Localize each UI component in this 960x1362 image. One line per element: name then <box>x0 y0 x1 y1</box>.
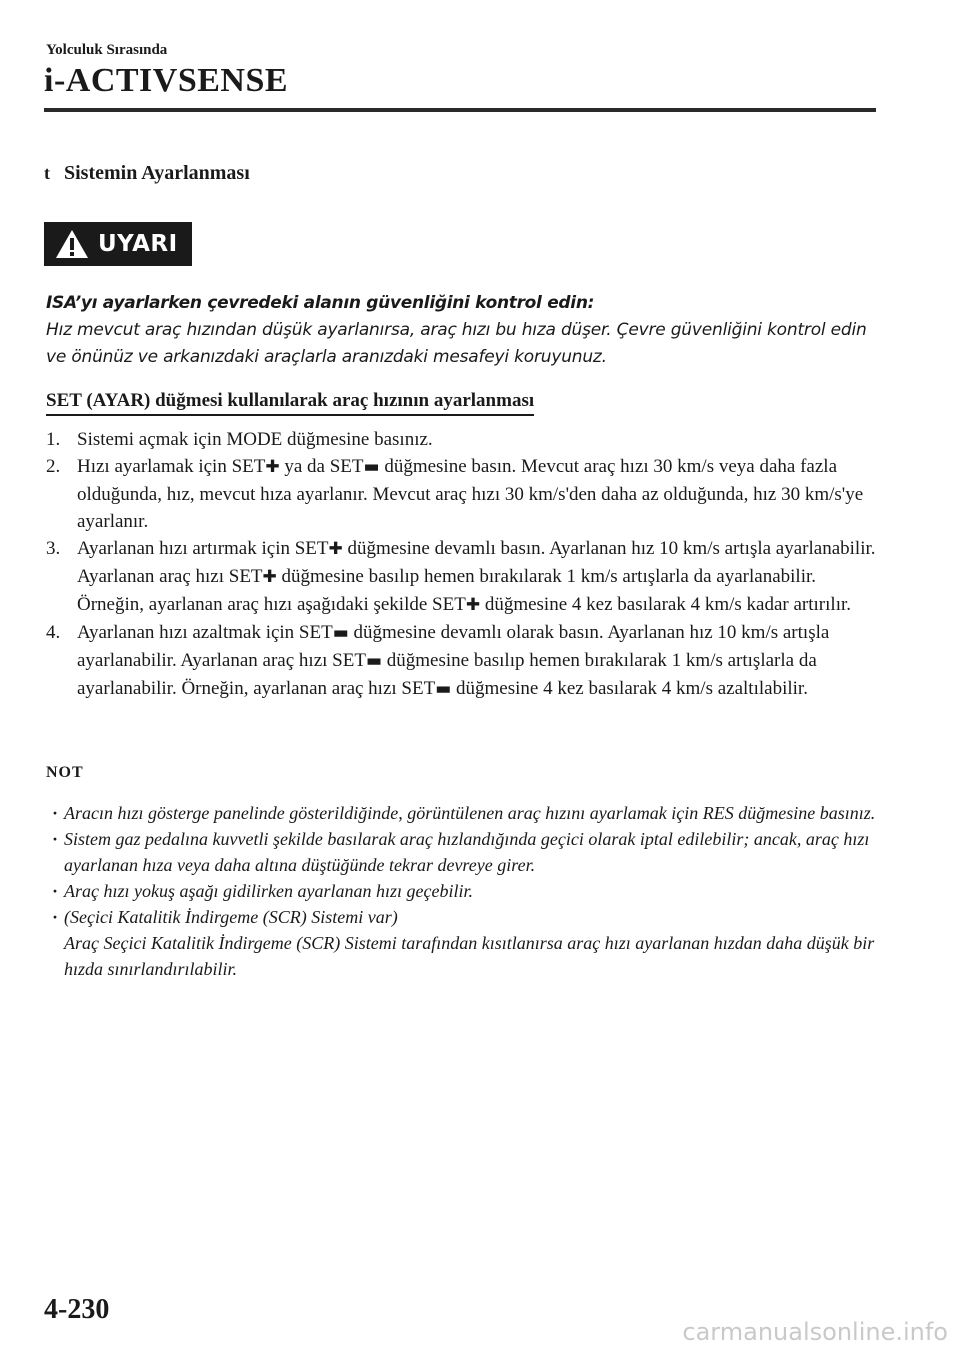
step-number: 4. <box>46 622 61 643</box>
step-number: 2. <box>46 456 61 477</box>
procedure-heading: SET (AYAR) düğmesi kullanılarak araç hızının ayarlanması <box>46 390 534 416</box>
subsection-title: Sistemin Ayarlanması <box>64 162 250 184</box>
warning-body: Hız mevcut araç hızından düşük ayarlanırsa, araç hızı bu hıza düşer. Çevre güvenliğini kontrol edin ve önünüz ve arkanızdaki araçlarla aranızdaki mesafeyi koruyunuz. <box>46 320 867 367</box>
set-minus-icon: ▬ <box>363 457 380 477</box>
page-number: 4-230 <box>44 1294 110 1325</box>
note-item <box>46 800 886 826</box>
note-list <box>46 800 886 982</box>
note-bullet: · <box>52 829 59 849</box>
warning-label: UYARI <box>98 231 178 257</box>
step-text: düğmesine basın. Mevcut araç hızı 30 km/s veya daha fazla olduğunda, hız, mevcut hıza ayarlanır. Mevcut araç hızı 30 km/s'den daha az olduğunda, hız 30 km/s'ye ayarlanır. <box>77 456 864 532</box>
step-text: Ayarlanan hızı artırmak için SET <box>77 538 329 559</box>
warning-triangle-icon <box>54 228 90 260</box>
step-number: 3. <box>46 538 61 559</box>
set-minus-icon: ▬ <box>332 623 349 643</box>
note-text: Araç hızı yokuş aşağı gidilirken ayarlanan hızı geçebilir. <box>64 881 473 901</box>
subsection-heading <box>44 162 250 185</box>
set-plus-icon: ✚ <box>465 595 481 615</box>
step-text: düğmesine basılıp hemen bırakılarak 1 km/s artışlarla da ayarlanabilir. Örneğin, ayarlanan araç hızı SET <box>77 650 817 699</box>
step-text: düğmesine 4 kez basılarak 4 km/s kadar artırılır. <box>480 594 851 615</box>
note-bullet: · <box>52 803 59 823</box>
step-text: Ayarlanan hızı azaltmak için SET <box>77 622 333 643</box>
set-plus-icon: ✚ <box>328 539 343 559</box>
subsection-bullet: t <box>44 163 50 183</box>
note-bullet: · <box>52 881 59 901</box>
set-minus-icon: ▬ <box>365 651 382 671</box>
warning-text <box>46 290 886 371</box>
note-item <box>46 878 886 904</box>
note-text: Sistem gaz pedalına kuvvetli şekilde basılarak araç hızlandığında geçici olarak iptal edilebilir; ancak, araç hızı ayarlanan hıza veya daha altına düştüğünde tekrar devreye girer. <box>64 829 870 875</box>
warning-lead: ISA’yı ayarlarken çevredeki alanın güvenliğini kontrol edin: <box>46 293 595 313</box>
header-divider <box>44 108 876 112</box>
note-bullet: · <box>52 907 59 927</box>
watermark-text: carmanualsonline.info <box>682 1318 948 1346</box>
section-title: i-ACTIVSENSE <box>44 62 289 99</box>
note-text: Aracın hızı gösterge panelinde gösterildiğinde, görüntülenen araç hızını ayarlamak için RES düğmesine basınız. <box>64 803 876 823</box>
note-item <box>46 826 886 878</box>
step-number: 1. <box>46 429 61 450</box>
step-text: Hızı ayarlamak için SET <box>77 456 266 477</box>
set-minus-icon: ▬ <box>435 679 452 699</box>
breadcrumb: Yolculuk Sırasında <box>46 42 168 58</box>
set-plus-icon: ✚ <box>265 457 280 477</box>
note-text: (Seçici Katalitik İndirgeme (SCR) Sistemi var) Araç Seçici Katalitik İndirgeme (SCR) Sistemi tarafından kısıtlanırsa araç hızı ayarlanan hızdan daha düşük bir hızda sınırlandırılabilir. <box>64 907 875 979</box>
step-4 <box>46 619 886 703</box>
step-text: düğmesine basılıp hemen bırakılarak 1 km/s artışlarla da ayarlanabilir. Örneğin, ayarlanan araç hızı aşağıdaki şekilde SET <box>77 566 816 615</box>
step-2 <box>46 453 886 535</box>
step-text: Sistemi açmak için MODE düğmesine basınız. <box>77 429 433 450</box>
step-text: düğmesine 4 kez basılarak 4 km/s azaltılabilir. <box>451 678 808 699</box>
note-heading: NOT <box>46 764 84 781</box>
procedure-steps <box>46 426 886 703</box>
step-1 <box>46 426 886 453</box>
step-text: düğmesine devamlı basın. Ayarlanan hız 10 km/s artışla ayarlanabilir. Ayarlanan araç hızı SET <box>77 538 876 587</box>
step-3 <box>46 535 886 619</box>
note-item <box>46 904 886 982</box>
step-text: düğmesine devamlı olarak basın. Ayarlanan hız 10 km/s artışla ayarlanabilir. Ayarlanan araç hızı SET <box>77 622 830 671</box>
step-text: ya da SET <box>279 456 364 477</box>
warning-badge <box>44 222 192 266</box>
set-plus-icon: ✚ <box>262 567 277 587</box>
